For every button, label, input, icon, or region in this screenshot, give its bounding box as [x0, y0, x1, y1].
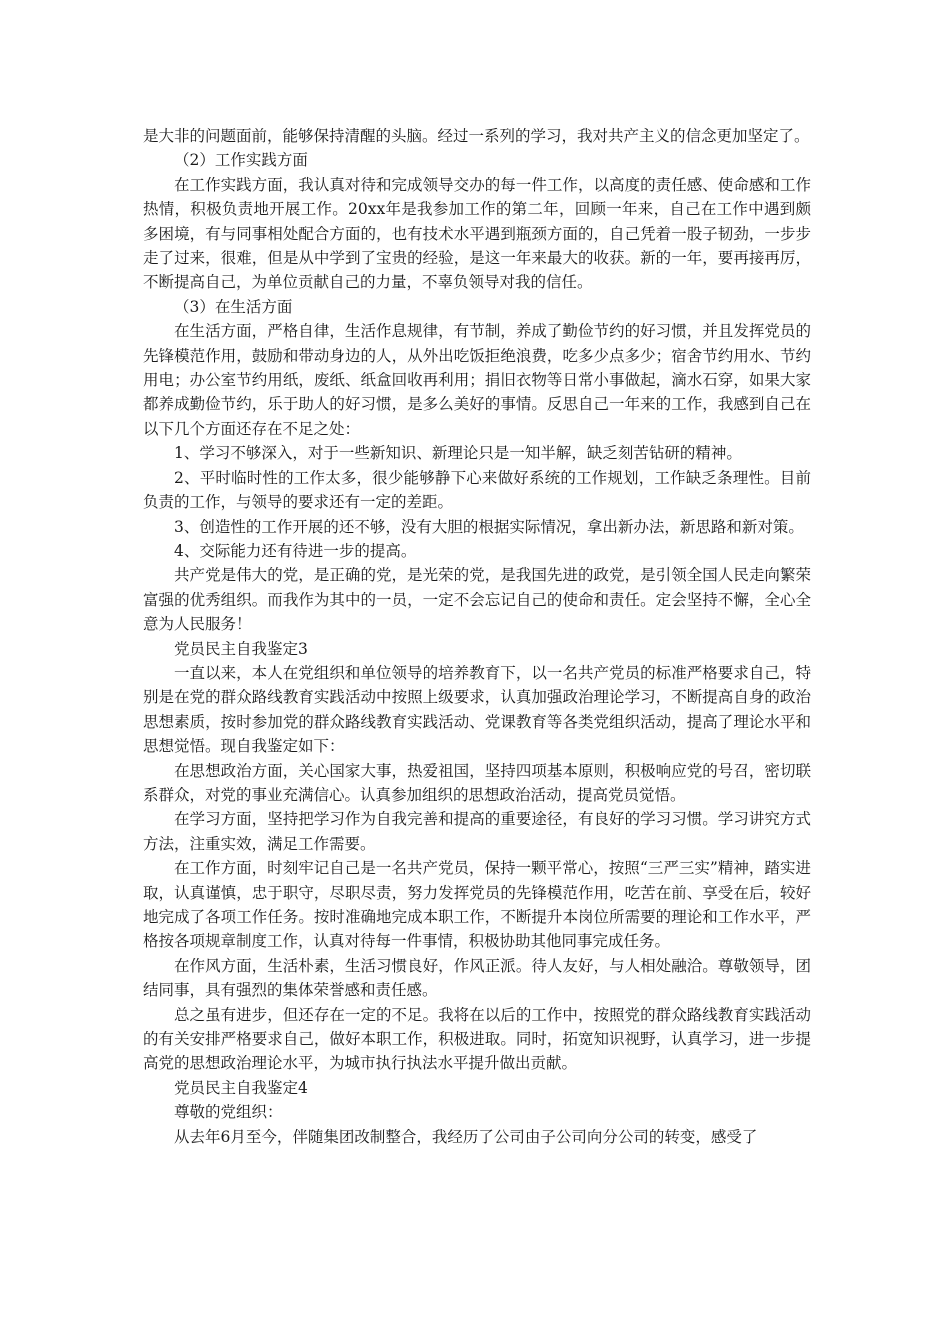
- list-item-shortcoming-2: 2、平时临时性的工作太多，很少能够静下心来做好系统的工作规划，工作缺乏条理性。目前负责的工作，与领导的要求还有一定的差距。: [143, 468, 811, 512]
- list-item-shortcoming-4: 4、交际能力还有待进一步的提高。: [174, 541, 417, 560]
- paragraph-politics: 在思想政治方面，关心国家大事，热爱祖国，坚持四项基本原则，积极响应党的号召，密切联系群众，对党的事业充满信心。认真参加组织的思想政治活动，提高党员觉悟。: [143, 761, 811, 804]
- paragraph-life: 在生活方面，严格自律，生活作息规律，有节制，养成了勤俭节约的好习惯，并且发挥党员的先锋模范作用，鼓励和带动身边的人，从外出吃饭拒绝浪费，吃多少点多少；宿舍节约用水、节约用电；办公室节约用纸，废纸、纸盒回收再利用；捐旧衣物等日常小事做起，滴水石穿，如果大家都养成勤俭节约，乐于助人的好习惯，是多么美好的事情。反思自己一年来的工作，我感到自己在以下几个方面还存在不足之处：: [143, 322, 811, 438]
- paragraph-work-practice: 在工作实践方面，我认真对待和完成领导交办的每一件工作，以高度的责任感、使命感和工作热情，积极负责地开展工作。20xx年是我参加工作的第二年，回顾一年来，自己在工作中遇到颇多困境，有与同事相处配合方面的，也有技术水平遇到瓶颈方面的，自己凭着一股子韧劲，一步步走了过来，很难，但是从中学到了宝贵的经验，是这一年来最大的收获。新的一年，要再接再厉，不断提高自己，为单位贡献自己的力量，不辜负领导对我的信任。: [143, 175, 811, 292]
- paragraph-conclusion: 共产党是伟大的党，是正确的党，是光荣的党，是我国先进的政党，是引领全国人民走向繁荣富强的优秀组织。而我作为其中的一员，一定不会忘记自己的使命和责任。定会坚持不懈，全心全意为人民服务！: [143, 566, 811, 634]
- salutation: 尊敬的党组织：: [174, 1103, 283, 1122]
- list-item-shortcoming-3: 3、创造性的工作开展的还不够，没有大胆的根据实际情况，拿出新办法，新思路和新对策。: [174, 517, 804, 536]
- heading-appraisal-3: 党员民主自我鉴定3: [174, 639, 308, 658]
- heading-appraisal-4: 党员民主自我鉴定4: [174, 1078, 308, 1097]
- paragraph-continuation: 是大非的问题面前，能够保持清醒的头脑。经过一系列的学习，我对共产主义的信念更加坚定了。: [143, 127, 810, 145]
- paragraph-work: 在工作方面，时刻牢记自己是一名共产党员，保持一颗平常心，按照“三严三实”精神，踏实进取，认真谨慎，忠于职守，尽职尽责，努力发挥党员的先锋模范作用，吃苦在前、享受在后，较好地完成了各项工作任务。按时准确地完成本职工作，不断提升本岗位所需要的理论和工作水平，严格按各项规章制度工作，认真对待每一件事情，积极协助其他同事完成任务。: [143, 859, 811, 951]
- list-item-shortcoming-1: 1、学习不够深入，对于一些新知识、新理论只是一知半解，缺乏刻苦钻研的精神。: [174, 444, 742, 463]
- paragraph-summary: 总之虽有进步，但还存在一定的不足。我将在以后的工作中，按照党的群众路线教育实践活动的有关安排严格要求自己，做好本职工作，积极进取。同时，拓宽知识视野，认真学习，进一步提高党的思想政治理论水平，为城市执行执法水平提升做出贡献。: [143, 1005, 811, 1073]
- section-heading-life: （3）在生活方面: [174, 297, 293, 316]
- paragraph-appraisal-4-intro: 从去年6月至今，伴随集团改制整合，我经历了公司由子公司向分公司的转变，感受了: [174, 1127, 758, 1146]
- section-heading-work-practice: （2）工作实践方面: [174, 151, 308, 170]
- paragraph-style: 在作风方面，生活朴素，生活习惯良好，作风正派。待人友好，与人相处融洽。尊敬领导，团结同事，具有强烈的集体荣誉感和责任感。: [143, 956, 811, 1000]
- paragraph-study: 在学习方面，坚持把学习作为自我完善和提高的重要途径，有良好的学习习惯。学习讲究方式方法，注重实效，满足工作需要。: [143, 810, 811, 853]
- document-body: [143, 124, 811, 1149]
- paragraph-appraisal-3-intro: 一直以来，本人在党组织和单位领导的培养教育下，以一名共产党员的标准严格要求自己，特别是在党的群众路线教育实践活动中按照上级要求，认真加强政治理论学习，不断提高自身的政治思想素质，按时参加党的群众路线教育实践活动、党课教育等各类党组织活动，提高了理论水平和思想觉悟。现自我鉴定如下：: [143, 663, 811, 756]
